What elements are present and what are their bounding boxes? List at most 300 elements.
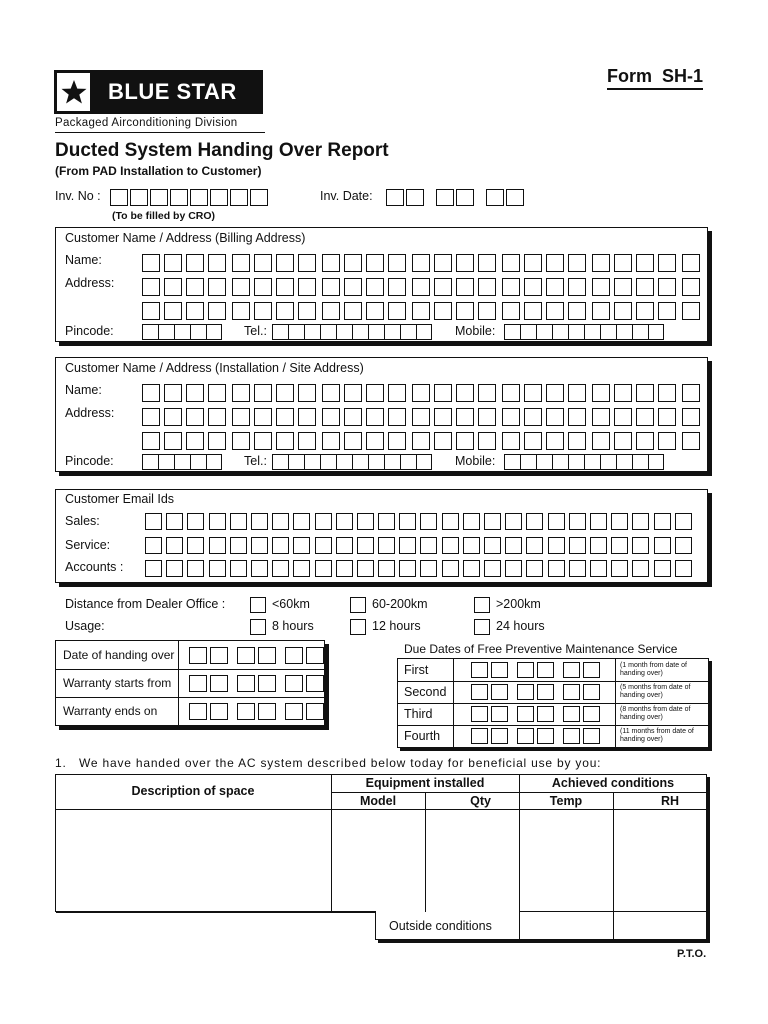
- char-box[interactable]: [306, 675, 324, 692]
- char-box[interactable]: [675, 560, 692, 577]
- char-box[interactable]: [420, 537, 437, 554]
- char-box[interactable]: [563, 662, 580, 678]
- char-box[interactable]: [590, 560, 607, 577]
- char-box[interactable]: [548, 513, 565, 530]
- char-box[interactable]: [400, 324, 416, 340]
- char-box[interactable]: [614, 254, 632, 272]
- char-box[interactable]: [209, 560, 226, 577]
- char-box[interactable]: [478, 432, 496, 450]
- char-box[interactable]: [537, 662, 554, 678]
- char-box[interactable]: [412, 278, 430, 296]
- char-box[interactable]: [232, 408, 250, 426]
- model-cell[interactable]: [332, 810, 425, 911]
- char-box[interactable]: [237, 647, 255, 664]
- char-box[interactable]: [352, 324, 368, 340]
- char-box[interactable]: [456, 432, 474, 450]
- char-box[interactable]: [285, 703, 303, 720]
- char-box[interactable]: [336, 513, 353, 530]
- char-box[interactable]: [584, 454, 600, 470]
- char-box[interactable]: [442, 513, 459, 530]
- char-box[interactable]: [502, 408, 520, 426]
- char-box[interactable]: [526, 560, 543, 577]
- char-box[interactable]: [463, 560, 480, 577]
- warranty-end-field[interactable]: [189, 703, 333, 720]
- char-box[interactable]: [336, 560, 353, 577]
- temp-cell[interactable]: [520, 810, 613, 911]
- char-box[interactable]: [614, 384, 632, 402]
- char-box[interactable]: [491, 684, 508, 700]
- char-box[interactable]: [520, 324, 536, 340]
- char-box[interactable]: [344, 408, 362, 426]
- char-box[interactable]: [563, 684, 580, 700]
- char-box[interactable]: [272, 324, 288, 340]
- char-box[interactable]: [366, 408, 384, 426]
- char-box[interactable]: [614, 302, 632, 320]
- char-box[interactable]: [164, 278, 182, 296]
- char-box[interactable]: [537, 684, 554, 700]
- char-box[interactable]: [174, 454, 190, 470]
- char-box[interactable]: [524, 384, 542, 402]
- char-box[interactable]: [142, 384, 160, 402]
- char-box[interactable]: [232, 432, 250, 450]
- char-box[interactable]: [502, 278, 520, 296]
- char-box[interactable]: [517, 706, 534, 722]
- email-service-field[interactable]: [145, 537, 696, 554]
- char-box[interactable]: [563, 728, 580, 744]
- char-box[interactable]: [590, 537, 607, 554]
- char-box[interactable]: [568, 432, 586, 450]
- char-box[interactable]: [682, 432, 700, 450]
- char-box[interactable]: [142, 324, 158, 340]
- char-box[interactable]: [546, 302, 564, 320]
- char-box[interactable]: [366, 384, 384, 402]
- char-box[interactable]: [456, 278, 474, 296]
- char-box[interactable]: [654, 513, 671, 530]
- char-box[interactable]: [288, 324, 304, 340]
- char-box[interactable]: [357, 537, 374, 554]
- char-box[interactable]: [251, 513, 268, 530]
- char-box[interactable]: [682, 408, 700, 426]
- char-box[interactable]: [164, 254, 182, 272]
- char-box[interactable]: [166, 537, 183, 554]
- char-box[interactable]: [658, 384, 676, 402]
- warranty-start-field[interactable]: [189, 675, 333, 692]
- char-box[interactable]: [322, 432, 340, 450]
- char-box[interactable]: [336, 454, 352, 470]
- char-box[interactable]: [517, 662, 534, 678]
- char-box[interactable]: [258, 675, 276, 692]
- char-box[interactable]: [320, 454, 336, 470]
- char-box[interactable]: [658, 278, 676, 296]
- char-box[interactable]: [478, 254, 496, 272]
- char-box[interactable]: [186, 254, 204, 272]
- char-box[interactable]: [254, 278, 272, 296]
- char-box[interactable]: [189, 703, 207, 720]
- char-box[interactable]: [434, 254, 452, 272]
- email-accounts-field[interactable]: [145, 560, 696, 577]
- char-box[interactable]: [315, 537, 332, 554]
- char-box[interactable]: [517, 728, 534, 744]
- char-box[interactable]: [230, 537, 247, 554]
- char-box[interactable]: [366, 302, 384, 320]
- char-box[interactable]: [399, 513, 416, 530]
- char-box[interactable]: [592, 408, 610, 426]
- char-box[interactable]: [412, 254, 430, 272]
- email-sales-field[interactable]: [145, 513, 696, 530]
- char-box[interactable]: [442, 537, 459, 554]
- char-box[interactable]: [412, 408, 430, 426]
- char-box[interactable]: [315, 513, 332, 530]
- char-box[interactable]: [206, 324, 222, 340]
- char-box[interactable]: [416, 454, 432, 470]
- char-box[interactable]: [416, 324, 432, 340]
- char-box[interactable]: [298, 302, 316, 320]
- char-box[interactable]: [276, 384, 294, 402]
- char-box[interactable]: [546, 432, 564, 450]
- char-box[interactable]: [285, 675, 303, 692]
- char-box[interactable]: [658, 432, 676, 450]
- char-box[interactable]: [456, 254, 474, 272]
- char-box[interactable]: [186, 432, 204, 450]
- char-box[interactable]: [288, 454, 304, 470]
- char-box[interactable]: [344, 278, 362, 296]
- char-box[interactable]: [357, 560, 374, 577]
- char-box[interactable]: [232, 384, 250, 402]
- char-box[interactable]: [344, 302, 362, 320]
- char-box[interactable]: [471, 662, 488, 678]
- char-box[interactable]: [632, 454, 648, 470]
- char-box[interactable]: [352, 454, 368, 470]
- char-box[interactable]: [142, 302, 160, 320]
- char-box[interactable]: [142, 454, 158, 470]
- char-box[interactable]: [502, 302, 520, 320]
- char-box[interactable]: [568, 324, 584, 340]
- char-box[interactable]: [611, 513, 628, 530]
- char-box[interactable]: [442, 560, 459, 577]
- char-box[interactable]: [158, 454, 174, 470]
- char-box[interactable]: [164, 384, 182, 402]
- char-box[interactable]: [164, 302, 182, 320]
- site-mobile-field[interactable]: [504, 454, 664, 470]
- char-box[interactable]: [524, 408, 542, 426]
- char-box[interactable]: [412, 384, 430, 402]
- char-box[interactable]: [412, 432, 430, 450]
- char-box[interactable]: [636, 408, 654, 426]
- char-box[interactable]: [366, 432, 384, 450]
- char-box[interactable]: [517, 684, 534, 700]
- qty-cell[interactable]: [426, 810, 519, 911]
- char-box[interactable]: [186, 408, 204, 426]
- billing-address-field-2[interactable]: [142, 302, 704, 320]
- char-box[interactable]: [505, 560, 522, 577]
- handing-over-date-field[interactable]: [189, 647, 333, 664]
- char-box[interactable]: [471, 706, 488, 722]
- char-box[interactable]: [145, 537, 162, 554]
- char-box[interactable]: [276, 278, 294, 296]
- char-box[interactable]: [187, 537, 204, 554]
- char-box[interactable]: [304, 454, 320, 470]
- char-box[interactable]: [210, 647, 228, 664]
- char-box[interactable]: [675, 537, 692, 554]
- char-box[interactable]: [388, 278, 406, 296]
- char-box[interactable]: [190, 324, 206, 340]
- char-box[interactable]: [537, 706, 554, 722]
- billing-tel-field[interactable]: [272, 324, 432, 340]
- char-box[interactable]: [276, 302, 294, 320]
- char-box[interactable]: [258, 647, 276, 664]
- char-box[interactable]: [616, 324, 632, 340]
- char-box[interactable]: [478, 384, 496, 402]
- inv-no-field[interactable]: [110, 189, 270, 206]
- char-box[interactable]: [502, 432, 520, 450]
- char-box[interactable]: [357, 513, 374, 530]
- char-box[interactable]: [600, 324, 616, 340]
- char-box[interactable]: [142, 432, 160, 450]
- char-box[interactable]: [336, 537, 353, 554]
- char-box[interactable]: [569, 513, 586, 530]
- char-box[interactable]: [399, 560, 416, 577]
- site-tel-field[interactable]: [272, 454, 432, 470]
- char-box[interactable]: [658, 254, 676, 272]
- char-box[interactable]: [434, 408, 452, 426]
- char-box[interactable]: [569, 560, 586, 577]
- site-name-field[interactable]: [142, 384, 704, 402]
- char-box[interactable]: [285, 647, 303, 664]
- char-box[interactable]: [583, 684, 600, 700]
- char-box[interactable]: [434, 432, 452, 450]
- char-box[interactable]: [304, 324, 320, 340]
- char-box[interactable]: [145, 560, 162, 577]
- usage-8h-checkbox[interactable]: [250, 619, 266, 635]
- char-box[interactable]: [636, 384, 654, 402]
- char-box[interactable]: [502, 254, 520, 272]
- char-box[interactable]: [569, 537, 586, 554]
- char-box[interactable]: [568, 454, 584, 470]
- char-box[interactable]: [206, 454, 222, 470]
- description-of-space-cell[interactable]: [56, 810, 331, 911]
- char-box[interactable]: [142, 254, 160, 272]
- char-box[interactable]: [546, 278, 564, 296]
- char-box[interactable]: [654, 560, 671, 577]
- char-box[interactable]: [524, 302, 542, 320]
- char-box[interactable]: [320, 324, 336, 340]
- char-box[interactable]: [298, 384, 316, 402]
- site-pincode-field[interactable]: [142, 454, 222, 470]
- char-box[interactable]: [208, 302, 226, 320]
- char-box[interactable]: [322, 408, 340, 426]
- char-box[interactable]: [546, 408, 564, 426]
- char-box[interactable]: [478, 278, 496, 296]
- char-box[interactable]: [505, 513, 522, 530]
- char-box[interactable]: [366, 278, 384, 296]
- char-box[interactable]: [164, 432, 182, 450]
- char-box[interactable]: [648, 324, 664, 340]
- char-box[interactable]: [583, 706, 600, 722]
- char-box[interactable]: [166, 560, 183, 577]
- char-box[interactable]: [614, 408, 632, 426]
- usage-24h-checkbox[interactable]: [474, 619, 490, 635]
- char-box[interactable]: [208, 278, 226, 296]
- char-box[interactable]: [568, 278, 586, 296]
- char-box[interactable]: [614, 278, 632, 296]
- char-box[interactable]: [388, 254, 406, 272]
- char-box[interactable]: [272, 513, 289, 530]
- char-box[interactable]: [592, 302, 610, 320]
- char-box[interactable]: [187, 513, 204, 530]
- char-box[interactable]: [600, 454, 616, 470]
- char-box[interactable]: [546, 384, 564, 402]
- char-box[interactable]: [174, 324, 190, 340]
- char-box[interactable]: [548, 560, 565, 577]
- char-box[interactable]: [210, 703, 228, 720]
- char-box[interactable]: [583, 662, 600, 678]
- char-box[interactable]: [254, 254, 272, 272]
- char-box[interactable]: [237, 675, 255, 692]
- char-box[interactable]: [471, 684, 488, 700]
- char-box[interactable]: [378, 537, 395, 554]
- char-box[interactable]: [471, 728, 488, 744]
- char-box[interactable]: [611, 560, 628, 577]
- char-box[interactable]: [524, 432, 542, 450]
- char-box[interactable]: [568, 384, 586, 402]
- char-box[interactable]: [526, 513, 543, 530]
- char-box[interactable]: [186, 384, 204, 402]
- char-box[interactable]: [368, 454, 384, 470]
- billing-address-field-1[interactable]: [142, 278, 704, 296]
- site-address-field-2[interactable]: [142, 432, 704, 450]
- char-box[interactable]: [548, 537, 565, 554]
- char-box[interactable]: [384, 454, 400, 470]
- pm-first-date-field[interactable]: [471, 662, 609, 678]
- char-box[interactable]: [384, 324, 400, 340]
- char-box[interactable]: [276, 254, 294, 272]
- char-box[interactable]: [434, 384, 452, 402]
- char-box[interactable]: [378, 560, 395, 577]
- char-box[interactable]: [158, 324, 174, 340]
- char-box[interactable]: [210, 675, 228, 692]
- char-box[interactable]: [306, 703, 324, 720]
- char-box[interactable]: [456, 302, 474, 320]
- char-box[interactable]: [189, 675, 207, 692]
- char-box[interactable]: [293, 537, 310, 554]
- char-box[interactable]: [520, 454, 536, 470]
- outside-rh-cell[interactable]: [614, 912, 706, 939]
- char-box[interactable]: [636, 432, 654, 450]
- char-box[interactable]: [366, 254, 384, 272]
- char-box[interactable]: [478, 408, 496, 426]
- char-box[interactable]: [322, 302, 340, 320]
- char-box[interactable]: [632, 560, 649, 577]
- char-box[interactable]: [209, 513, 226, 530]
- pm-third-date-field[interactable]: [471, 706, 609, 722]
- char-box[interactable]: [272, 560, 289, 577]
- char-box[interactable]: [344, 432, 362, 450]
- char-box[interactable]: [142, 278, 160, 296]
- char-box[interactable]: [491, 662, 508, 678]
- char-box[interactable]: [563, 706, 580, 722]
- char-box[interactable]: [611, 537, 628, 554]
- char-box[interactable]: [536, 324, 552, 340]
- char-box[interactable]: [484, 560, 501, 577]
- char-box[interactable]: [186, 278, 204, 296]
- char-box[interactable]: [254, 432, 272, 450]
- char-box[interactable]: [491, 728, 508, 744]
- char-box[interactable]: [230, 560, 247, 577]
- char-box[interactable]: [590, 513, 607, 530]
- char-box[interactable]: [552, 324, 568, 340]
- char-box[interactable]: [293, 513, 310, 530]
- char-box[interactable]: [306, 647, 324, 664]
- char-box[interactable]: [592, 384, 610, 402]
- billing-pincode-field[interactable]: [142, 324, 222, 340]
- char-box[interactable]: [463, 537, 480, 554]
- char-box[interactable]: [654, 537, 671, 554]
- char-box[interactable]: [142, 408, 160, 426]
- char-box[interactable]: [230, 513, 247, 530]
- char-box[interactable]: [592, 254, 610, 272]
- char-box[interactable]: [568, 408, 586, 426]
- char-box[interactable]: [632, 513, 649, 530]
- char-box[interactable]: [208, 432, 226, 450]
- char-box[interactable]: [315, 560, 332, 577]
- char-box[interactable]: [682, 278, 700, 296]
- char-box[interactable]: [592, 432, 610, 450]
- inv-date-field[interactable]: [386, 189, 526, 206]
- char-box[interactable]: [254, 408, 272, 426]
- char-box[interactable]: [322, 384, 340, 402]
- char-box[interactable]: [537, 728, 554, 744]
- char-box[interactable]: [636, 278, 654, 296]
- char-box[interactable]: [682, 302, 700, 320]
- char-box[interactable]: [420, 513, 437, 530]
- char-box[interactable]: [456, 384, 474, 402]
- char-box[interactable]: [505, 537, 522, 554]
- char-box[interactable]: [675, 513, 692, 530]
- rh-cell[interactable]: [614, 810, 706, 911]
- char-box[interactable]: [276, 432, 294, 450]
- char-box[interactable]: [484, 537, 501, 554]
- char-box[interactable]: [232, 278, 250, 296]
- site-address-field-1[interactable]: [142, 408, 704, 426]
- char-box[interactable]: [293, 560, 310, 577]
- char-box[interactable]: [298, 432, 316, 450]
- char-box[interactable]: [536, 454, 552, 470]
- char-box[interactable]: [636, 302, 654, 320]
- char-box[interactable]: [388, 302, 406, 320]
- char-box[interactable]: [190, 454, 206, 470]
- char-box[interactable]: [412, 302, 430, 320]
- char-box[interactable]: [272, 454, 288, 470]
- char-box[interactable]: [186, 302, 204, 320]
- char-box[interactable]: [584, 324, 600, 340]
- distance-over-200-checkbox[interactable]: [474, 597, 490, 613]
- char-box[interactable]: [272, 537, 289, 554]
- char-box[interactable]: [632, 324, 648, 340]
- billing-name-field[interactable]: [142, 254, 704, 272]
- char-box[interactable]: [322, 278, 340, 296]
- char-box[interactable]: [388, 408, 406, 426]
- char-box[interactable]: [232, 302, 250, 320]
- char-box[interactable]: [484, 513, 501, 530]
- char-box[interactable]: [208, 384, 226, 402]
- char-box[interactable]: [682, 254, 700, 272]
- char-box[interactable]: [502, 384, 520, 402]
- distance-under-60-checkbox[interactable]: [250, 597, 266, 613]
- char-box[interactable]: [336, 324, 352, 340]
- char-box[interactable]: [388, 432, 406, 450]
- billing-mobile-field[interactable]: [504, 324, 664, 340]
- char-box[interactable]: [614, 432, 632, 450]
